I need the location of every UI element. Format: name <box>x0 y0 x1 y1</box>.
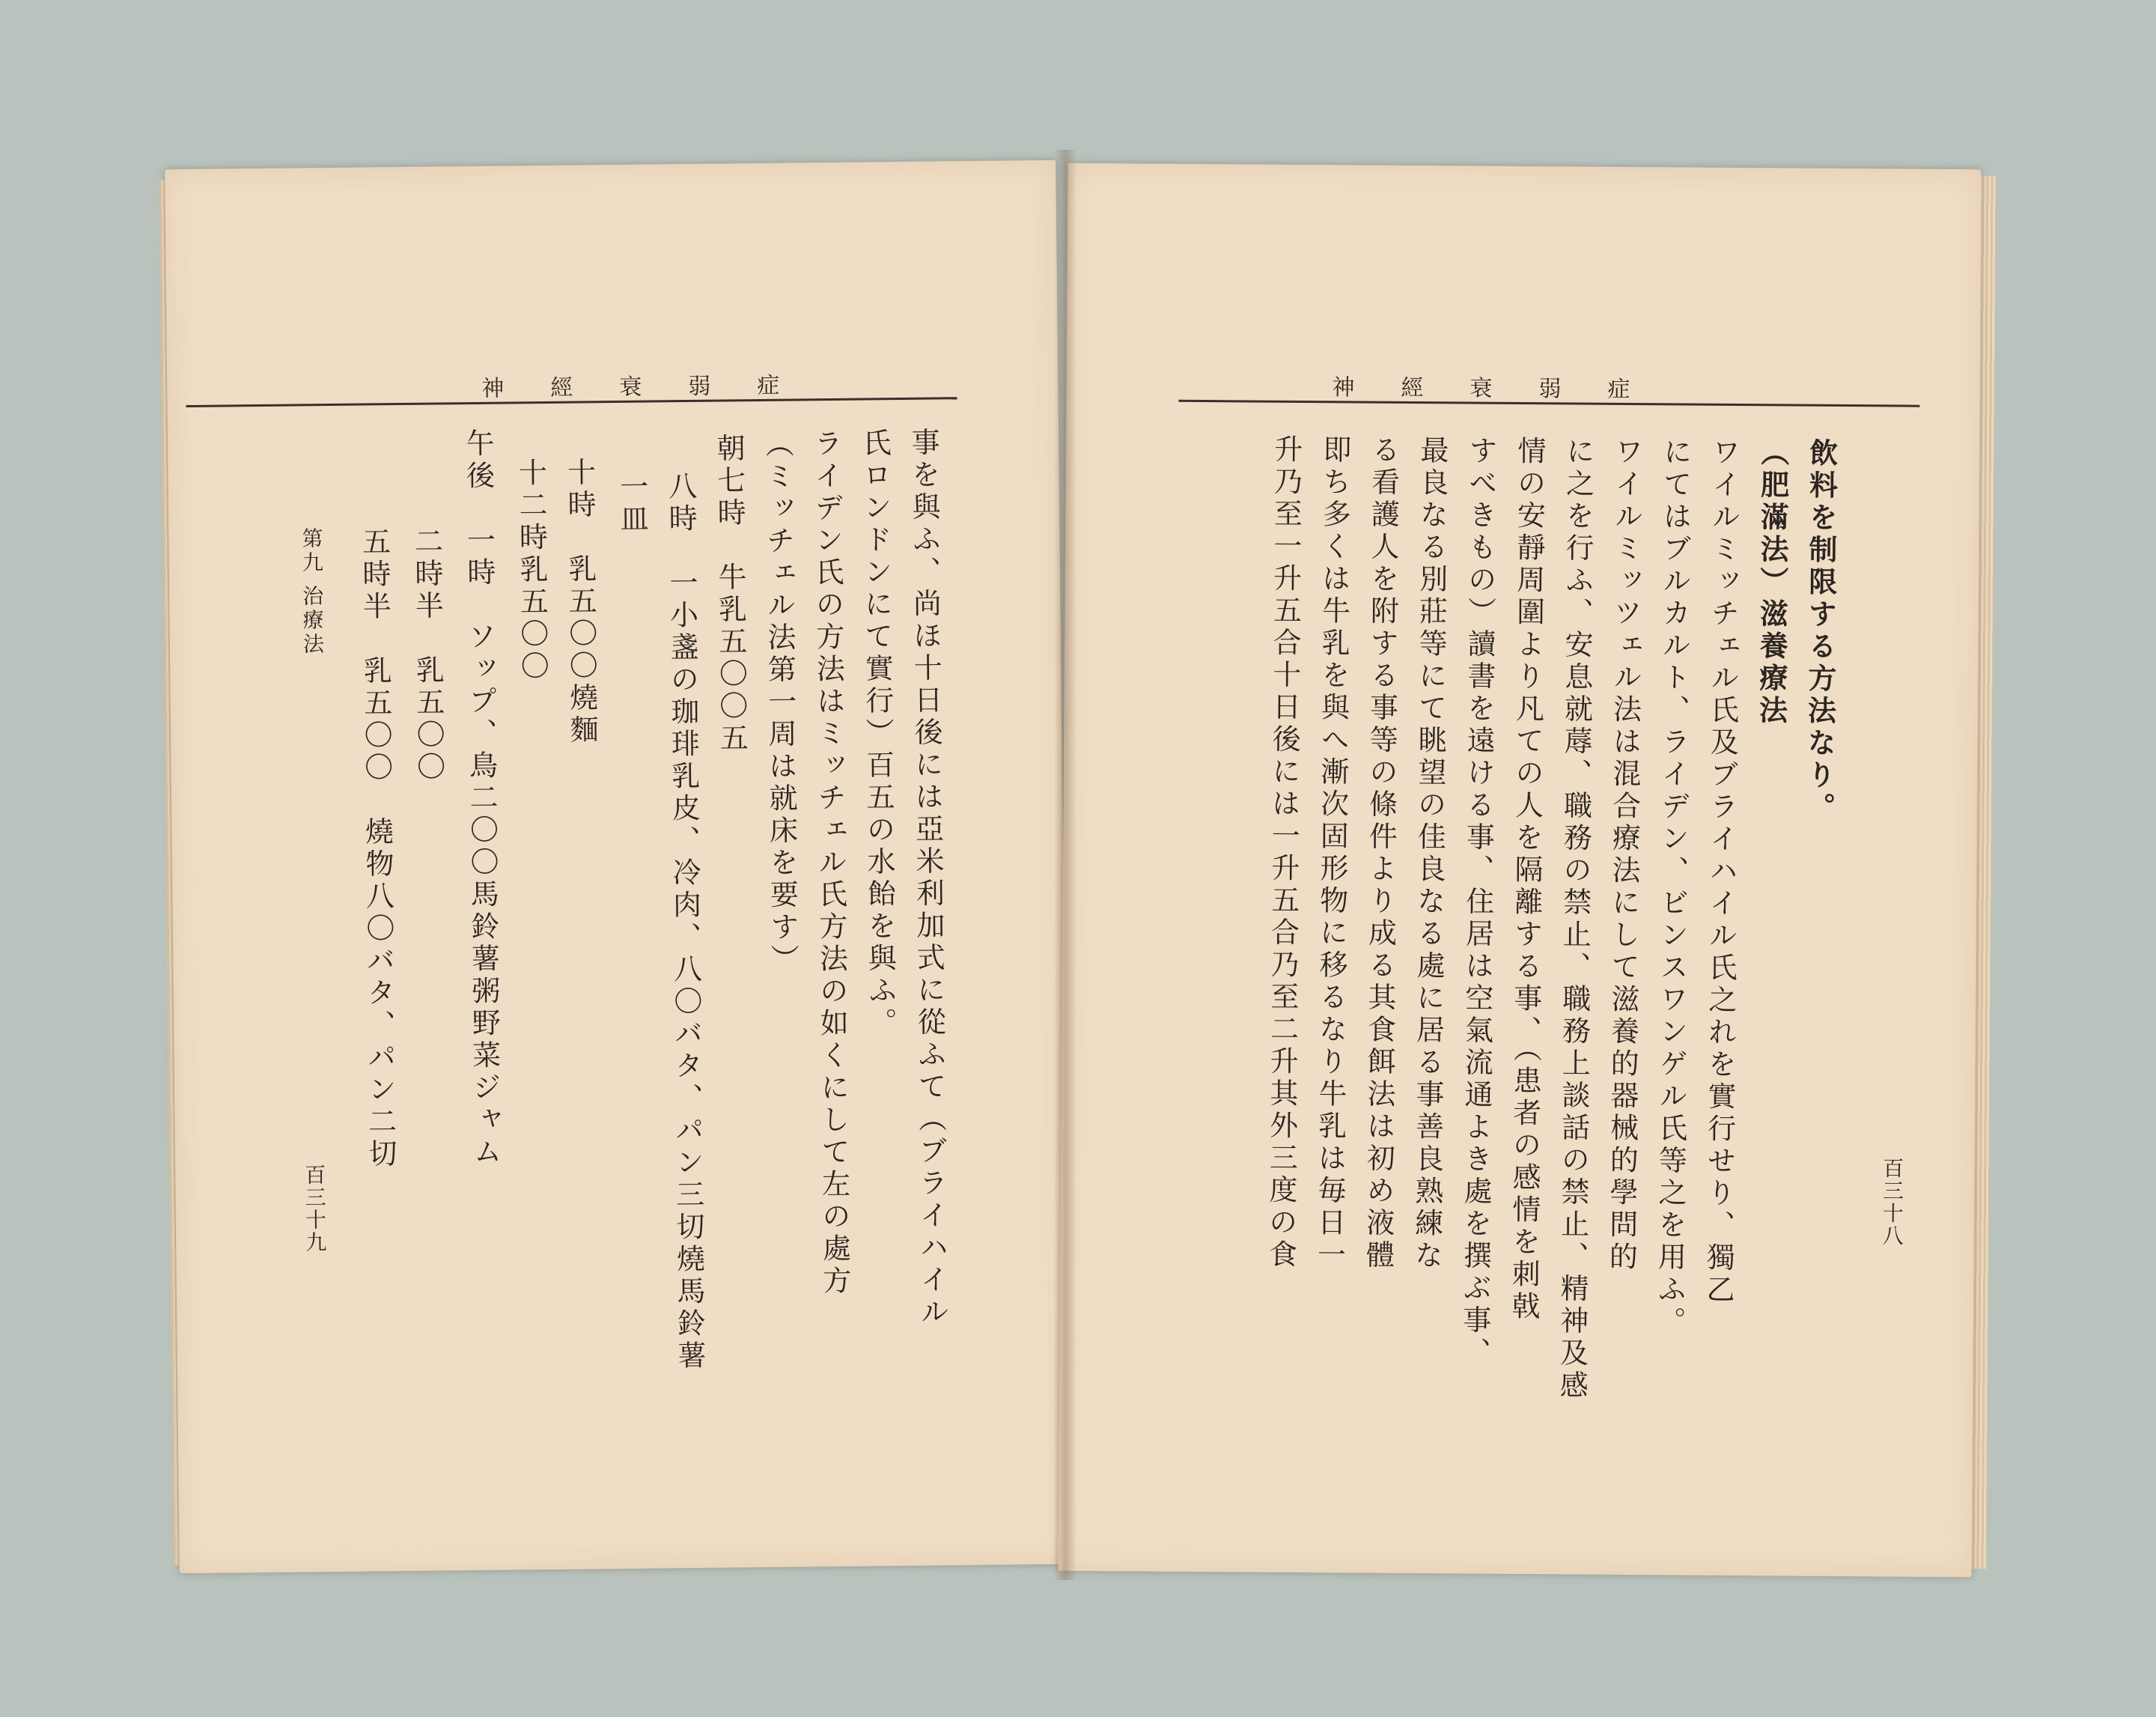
text-column: 八時 一小盞の珈琲乳皮、冷肉、八〇バタ、パン三切燒馬鈴薯 <box>663 470 707 1373</box>
left-page <box>165 160 1071 1573</box>
text-column: 十二時乳五〇〇 <box>514 457 549 684</box>
book-gutter <box>1054 150 1077 1580</box>
text-column: 朝七時 牛乳五〇〇五 <box>711 433 749 756</box>
text-column: 氏ロンドンにて實行）百五の水飴を與ふ。 <box>857 428 898 1040</box>
text-column: すべきもの）讀書を遠ける事、住居は空氣流通よき處を撰ぶ事、 <box>1458 435 1498 1370</box>
text-column: ライデン氏の方法はミッチェル氏方法の如くにして左の處方 <box>808 428 852 1298</box>
right-page <box>1058 163 1981 1577</box>
text-column: 事を與ふ、尚ほ十日後には亞米利加式に從ふて（ブライハイル <box>906 427 949 1329</box>
text-column: にてはブルカルト、ライデン、ビンスワンゲル氏等之を用ふ。 <box>1652 437 1693 1339</box>
page-number-left: 百三十九 <box>302 1164 328 1254</box>
text-column: 五時半 乳五〇〇 燒物八〇バタ、パン二切 <box>357 526 398 1171</box>
text-column: （ミッチェル法第一周は就床を要す） <box>760 428 800 976</box>
text-column: 即ち多くは牛乳を與へ漸次固形物に移るなり牛乳は毎日一 <box>1312 434 1352 1272</box>
text-column: る看護人を附する事等の條件より成る其食餌法は初め液體 <box>1361 434 1401 1272</box>
text-column: 二時半 乳五〇〇 <box>409 526 445 784</box>
section-heading: （肥滿法）滋養療法 <box>1754 437 1791 728</box>
text-column: 飲料を制限する方法なり。 <box>1802 437 1839 824</box>
text-column: 十時 乳五〇〇燒麵 <box>562 457 599 747</box>
text-column: 情の安靜周圍より凡ての人を隔離する事、（患者の感情を刺戟 <box>1506 435 1547 1324</box>
text-column: ワイルミッチェル氏及ブライハイル氏之れを實行せり、獨乙 <box>1701 437 1741 1307</box>
running-header-right: 神經衰弱症 <box>1332 374 1677 404</box>
text-column: 升乃至一升五合十日後には一升五合乃至二升其外三度の食 <box>1264 434 1303 1271</box>
chapter-label: 第九 治療法 <box>299 527 326 657</box>
text-column: 一皿 <box>615 471 649 537</box>
page-number-right: 百三十八 <box>1879 1157 1905 1248</box>
running-header-left: 神經衰弱症 <box>481 372 826 402</box>
text-column: 午後 一時 ソップ、鳥二〇〇馬鈴薯粥野菜ジャム <box>460 428 502 1170</box>
text-column: に之を行ふ、安息就蓐、職務の禁止、職務上談話の禁止、精神及感 <box>1555 436 1595 1403</box>
text-column: 最良なる別莊等にて眺望の佳良なる處に居る事善良熟練な <box>1410 435 1449 1273</box>
text-column: ワイルミッツェル法は混合療法にして滋養的器械的學問的 <box>1604 436 1644 1274</box>
